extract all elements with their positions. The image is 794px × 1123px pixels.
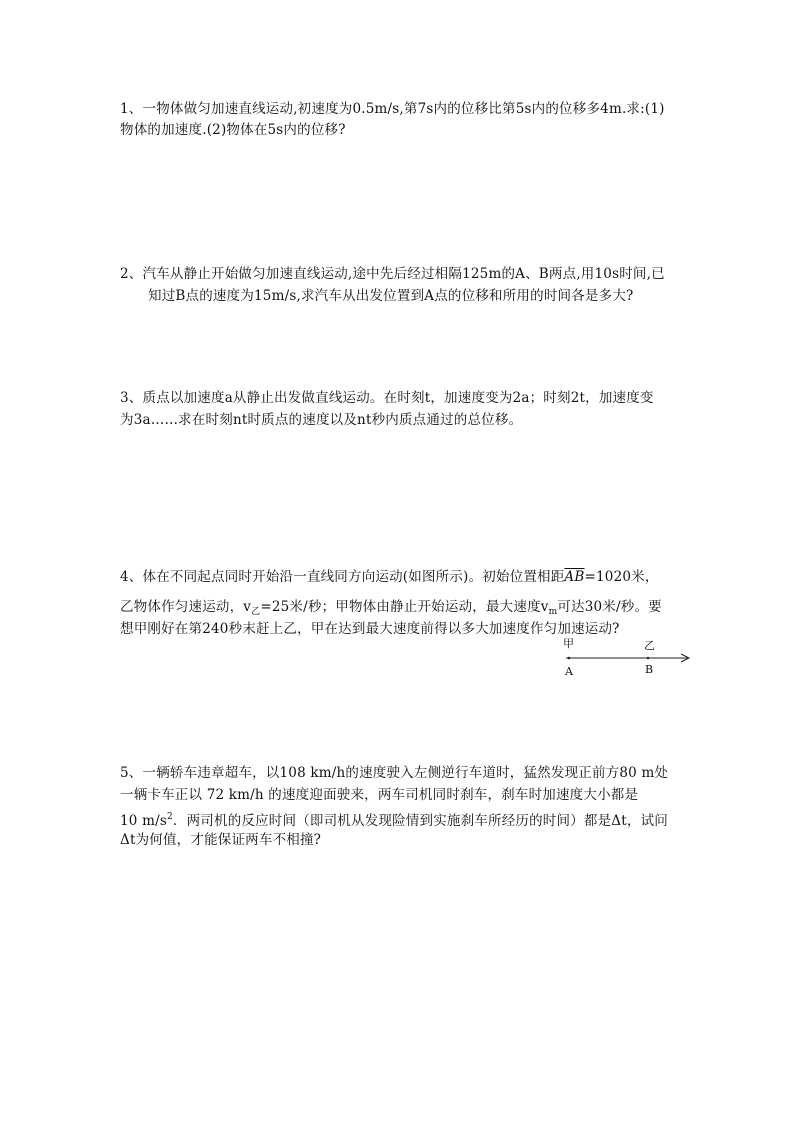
problem-4-line-1-pre: 4、体在不同起点同时开始沿一直线同方向运动(如图所示)。初始位置相距 — [120, 569, 565, 585]
diagram-label-a: A — [565, 665, 573, 678]
problem-3-line-1: 3、质点以加速度a从静止出发做直线运动。在时刻t，加速度变为2a；时刻2t，加速度变 — [120, 390, 654, 406]
diagram-label-jia: 甲 — [563, 637, 574, 650]
problem-1-line-1: 1、一物体做匀加速直线运动,初速度为0.5m/s,第7s内的位移比第5s内的位移多4m.求:(1) — [120, 101, 665, 117]
diagram-label-b: B — [645, 663, 654, 676]
velocity-subscript-m: m — [548, 607, 558, 617]
problem-5-line-2: 一辆卡车正以 72 km/h 的速度迎面驶来，两车司机同时刹车，刹车时加速度大小都是 — [120, 787, 639, 803]
diagram-arrow-line — [560, 636, 696, 680]
problem-2-line-1: 2、汽车从静止开始做匀加速直线运动,途中先后经过相隔125m的A、B两点,用10s时间,已 — [120, 266, 665, 282]
problem-5-line-3-post: ．两司机的反应时间（即司机从发现险情到实施刹车所经历的时间）都是Δt，试问 — [172, 813, 668, 829]
diagram-label-yi: 乙 — [644, 639, 655, 652]
problem-4-line-2-mid: =25米/秒；甲物体由静止开始运动，最大速度v — [260, 599, 549, 615]
point-b-marker — [647, 657, 650, 660]
point-a-marker — [568, 657, 571, 660]
problem-3-line-2: 为3a……求在时刻nt时质点的速度以及nt秒内质点通过的总位移。 — [120, 412, 523, 428]
problem-5-line-1: 5、一辆轿车违章超车，以108 km/h的速度驶入左侧逆行车道时，猛然发现正前方80 m处 — [120, 765, 669, 781]
problem-5-line-3 — [120, 807, 668, 831]
problem-4-line-1-post: =1020米， — [584, 569, 659, 585]
problem-2-line-2: 知过B点的速度为15m/s,求汽车从出发位置到A点的位移和所用的时间各是多大? — [148, 288, 634, 304]
problem-5-line-3-pre: 10 m/s — [120, 813, 167, 829]
problem-1-line-2: 物体的加速度.(2)物体在5s内的位移? — [120, 122, 346, 138]
problem-5-line-4: Δt为何值，才能保证两车不相撞? — [120, 832, 322, 848]
problem-4-line-3: 想甲刚好在第240秒末赶上乙，甲在达到最大速度前得以多大加速度作匀加速运动? — [120, 621, 620, 637]
problem-4-line-1 — [120, 567, 659, 587]
acceleration-unit-exponent: 2 — [166, 812, 173, 822]
problem-4-line-2-pre: 乙物体作匀速运动，v — [120, 599, 252, 615]
motion-diagram — [560, 636, 696, 680]
segment-ab-label: $\overline{AB}$ — [564, 569, 585, 585]
problem-4-line-2-post: 可达30米/秒。要 — [557, 599, 662, 615]
velocity-subscript-yi: 乙 — [251, 607, 261, 617]
